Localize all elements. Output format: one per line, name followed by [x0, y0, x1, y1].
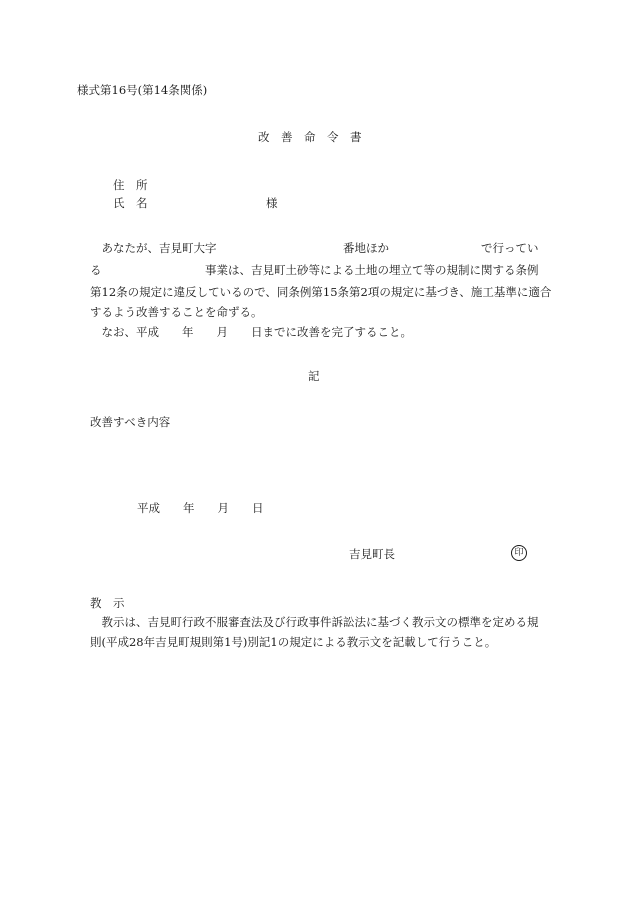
- body-line: 第12条の規定に違反しているので、同条例第15条第2項の規定に基づき、施工基準に適合: [90, 285, 552, 299]
- name-label: 氏 名: [113, 196, 148, 210]
- order-body: [90, 241, 560, 339]
- mayor-title: 吉見町長: [349, 547, 395, 561]
- body-line: するよう改善することを命ずる。: [90, 305, 263, 319]
- address-label: 住 所: [113, 178, 148, 192]
- seal-mark: 印: [511, 545, 527, 561]
- instruction-line: 則(平成28年吉見町規則第1号)別記1の規定による教示文を記載して行うこと。: [90, 635, 497, 649]
- ki-heading: 記: [308, 369, 320, 383]
- instruction-line: 教示は、吉見町行政不服審査法及び行政事件訴訟法に基づく教示文の標準を定める規: [90, 615, 539, 629]
- instruction-text: [90, 615, 539, 652]
- issue-date: 平成 年 月 日: [137, 501, 264, 515]
- form-number: 様式第16号(第14条関係): [77, 83, 208, 97]
- document-title: 改 善 命 令 書: [258, 130, 362, 144]
- improvement-content-label: 改善すべき内容: [90, 415, 171, 429]
- body-line: る 事業は、吉見町土砂等による土地の埋立て等の規制に関する条例: [90, 263, 539, 277]
- body-line: なお、平成 年 月 日までに改善を完了すること。: [90, 325, 412, 339]
- body-line: あなたが、吉見町大字 番地ほか で行ってい: [90, 241, 539, 255]
- instruction-label: 教 示: [90, 596, 125, 610]
- honorific-sama: 様: [266, 196, 278, 210]
